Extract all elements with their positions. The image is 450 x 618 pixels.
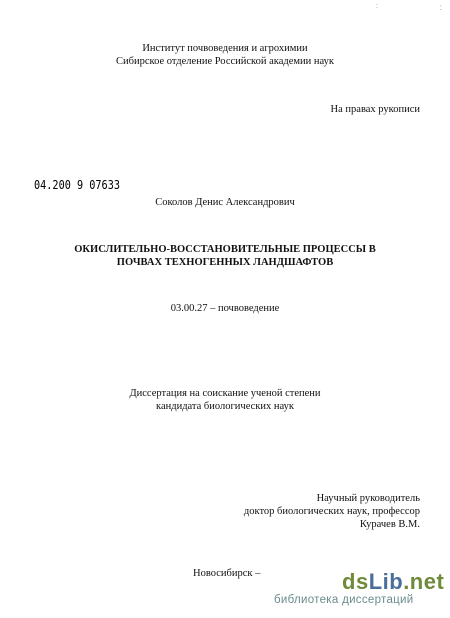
corner-mark-right: : [439,3,442,12]
supervisor-role: Научный руководитель [316,493,420,504]
corner-mark-left: : [376,3,378,10]
logo-lib: Lib [368,569,404,594]
degree-line-2: кандидата биологических наук [156,401,294,412]
branch-name: Сибирское отделение Российской академии наук [116,56,334,67]
rights-note: На правах рукописи [330,104,420,115]
degree-line-1: Диссертация на соискание ученой степени [129,388,321,399]
dslib-logo[interactable] [342,569,444,595]
logo-ds: ds [342,569,369,594]
logo-subtitle: библиотека диссертаций [274,594,414,606]
title-line-2: ПОЧВАХ ТЕХНОГЕННЫХ ЛАНДШАФТОВ [116,257,334,268]
supervisor-name: Курачев В.М. [359,519,420,530]
title-line-1: ОКИСЛИТЕЛЬНО-ВОССТАНОВИТЕЛЬНЫЕ ПРОЦЕССЫ В [74,244,376,255]
institute-name: Институт почвоведения и агрохимии [142,43,308,54]
supervisor-degree: доктор биологических наук, профессор [243,506,420,517]
registration-stamp: 04.200 9 07633 [34,178,120,192]
place-year: Новосибирск – [193,568,261,579]
logo-net: .net [403,569,445,594]
author-name: Соколов Денис Александрович [155,197,295,208]
specialty: 03.00.27 – почвоведение [170,303,280,314]
